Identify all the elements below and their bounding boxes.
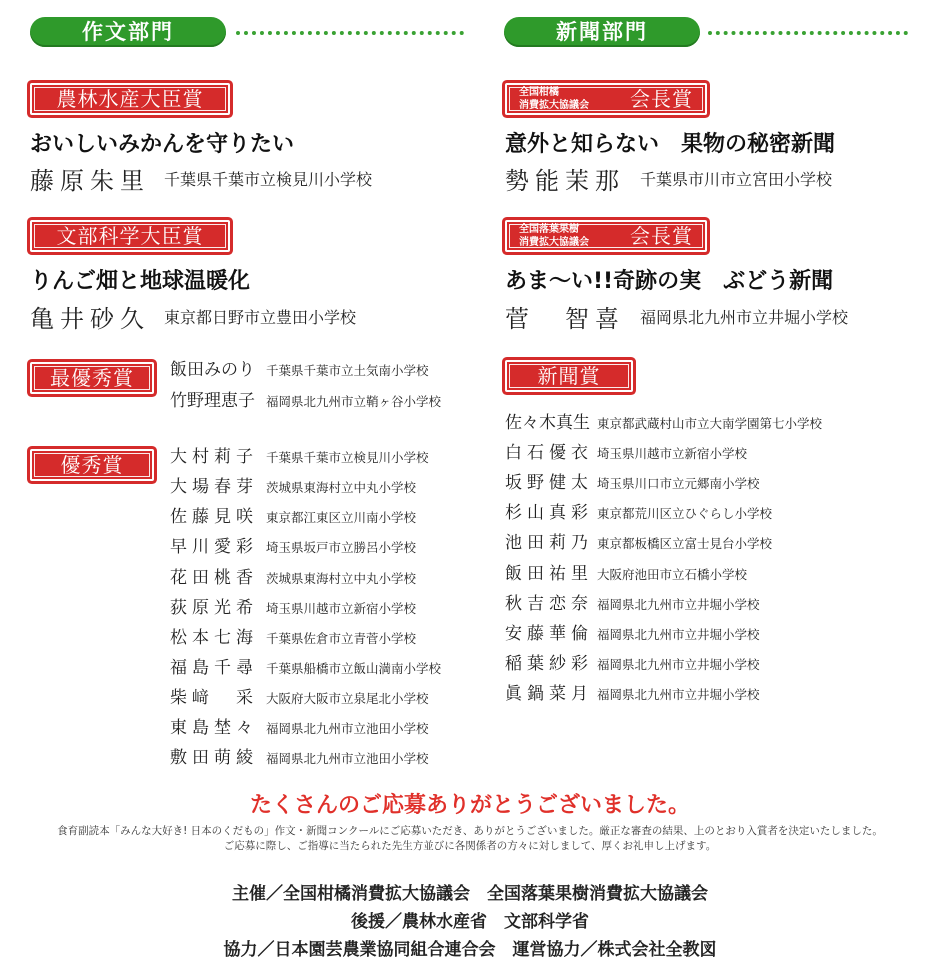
essay-award1-title: おいしいみかんを守りたい [30, 132, 295, 157]
entrant-school: 茨城県東海村立中丸小学校 [266, 571, 417, 586]
list-item [505, 498, 772, 523]
essay-award1-name: 藤原朱里 [30, 167, 150, 195]
entrant-name: 白石優衣 [505, 443, 593, 463]
entrant-school: 東京都荒川区立ひぐらし小学校 [597, 506, 773, 521]
entrant-name: 大村莉子 [170, 447, 258, 467]
list-item [505, 528, 772, 553]
entrant-school: 埼玉県川越市立新宿小学校 [597, 446, 748, 461]
award-label-newspaper-prize: 新聞賞 [505, 360, 633, 392]
entrant-name: 稲葉紗彩 [505, 654, 593, 674]
entrant-name: 佐々木真生 [505, 413, 590, 433]
newspaper-header-dots [708, 31, 908, 35]
entrant-school: 大阪府池田市立石橋小学校 [597, 567, 748, 582]
entrant-name: 秋吉恋奈 [505, 594, 593, 614]
award-name: 会長賞 [630, 224, 693, 248]
essay-award1-school: 千葉県千葉市立検見川小学校 [164, 170, 373, 189]
newspaper-award2-title: あま〜い!!奇跡の実 ぶどう新聞 [505, 269, 834, 294]
entrant-school: 福岡県北九州市立鞘ヶ谷小学校 [266, 394, 442, 409]
entrant-school: 福岡県北九州市立池田小学校 [266, 721, 429, 736]
entrant-name: 杉山真彩 [505, 503, 593, 523]
list-item [170, 532, 416, 557]
list-item [505, 619, 760, 644]
entrant-name: 池田莉乃 [505, 533, 593, 553]
list-item [505, 468, 760, 493]
newspaper-award1-title: 意外と知らない 果物の秘密新聞 [505, 132, 836, 157]
award-label-education-minister: 文部科学大臣賞 [30, 220, 230, 252]
list-item [170, 472, 416, 497]
award-label-agriculture-minister: 農林水産大臣賞 [30, 83, 230, 115]
award-label-top-excellence: 最優秀賞 [30, 362, 154, 394]
organizer-credit: 主催／全国柑橘消費拡大協議会 全国落葉果樹消費拡大協議会 [232, 884, 708, 904]
association-name: 全国柑橘 消費拡大協議会 [519, 87, 589, 111]
entrant-school: 埼玉県坂戸市立勝呂小学校 [266, 540, 417, 555]
essay-header-dots [236, 31, 464, 35]
entrant-school: 埼玉県川越市立新宿小学校 [266, 601, 417, 616]
essay-award2-name: 亀井砂久 [30, 305, 150, 333]
list-item [505, 438, 747, 463]
award-name: 会長賞 [630, 87, 693, 111]
essay-section-header: 作文部門 [30, 17, 226, 47]
award-label-deciduous-fruit-council-chair [505, 220, 707, 252]
entrant-name: 飯田祐里 [505, 564, 593, 584]
entrant-school: 千葉県船橋市立飯山満南小学校 [266, 661, 442, 676]
entrant-school: 福岡県北九州市立井堀小学校 [597, 687, 760, 702]
entrant-name: 大場春芽 [170, 477, 258, 497]
list-item [170, 653, 441, 678]
essay-award2-title: りんご畑と地球温暖化 [30, 269, 251, 294]
entrant-name: 早川愛彩 [170, 537, 258, 557]
thanks-message: たくさんのご応募ありがとうございました。 [249, 793, 690, 818]
list-item [170, 502, 416, 527]
footer-note-2: ご応募に際し、ご指導に当たられた先生方並びに各関係者の方々に対しまして、厚くお礼申し上げます。 [223, 840, 717, 852]
award-label-citrus-council-chair [505, 83, 707, 115]
entrant-name: 眞鍋菜月 [505, 684, 593, 704]
association-name: 全国落葉果樹 消費拡大協議会 [519, 224, 589, 248]
entrant-name: 敷田萌綾 [170, 748, 258, 768]
list-item [170, 593, 416, 618]
entrant-school: 東京都板橋区立富士見台小学校 [597, 536, 773, 551]
list-item [170, 355, 429, 380]
footer-note-1: 食育副読本「みんな大好き! 日本のくだもの」作文・新聞コンクールにご応募いただき、ありがとうございました。厳正な審査の結果、上のとおり入賞者を決定いたしました。 [57, 825, 883, 837]
entrant-name: 安藤華倫 [505, 624, 593, 644]
list-item [170, 386, 441, 411]
entrant-school: 千葉県佐倉市立青菅小学校 [266, 631, 417, 646]
entrant-school: 東京都武蔵村山市立大南学園第七小学校 [597, 416, 823, 431]
list-item [170, 442, 429, 467]
list-item [505, 679, 760, 704]
entrant-school: 福岡県北九州市立井堀小学校 [597, 657, 760, 672]
entrant-name: 福島千尋 [170, 658, 258, 678]
entrant-name: 坂野健太 [505, 473, 593, 493]
list-item [505, 589, 760, 614]
entrant-school: 福岡県北九州市立井堀小学校 [597, 627, 760, 642]
entrant-name: 花田桃香 [170, 568, 258, 588]
list-item [505, 559, 747, 584]
list-item [170, 563, 416, 588]
entrant-school: 茨城県東海村立中丸小学校 [266, 480, 417, 495]
list-item [170, 623, 416, 648]
entrant-name: 荻原光希 [170, 598, 258, 618]
entrant-name: 佐藤見咲 [170, 507, 258, 527]
entrant-school: 大阪府大阪市立泉尾北小学校 [266, 691, 429, 706]
entrant-school: 千葉県千葉市立土気南小学校 [266, 363, 429, 378]
list-item [505, 408, 822, 433]
sponsor-credit: 後援／農林水産省 文部科学省 [351, 912, 589, 932]
entrant-school: 福岡県北九州市立池田小学校 [266, 751, 429, 766]
newspaper-award1-school: 千葉県市川市立宮田小学校 [640, 170, 833, 189]
newspaper-award1-name: 勢能茉那 [505, 167, 625, 195]
entrant-name: 柴﨑 采 [170, 688, 258, 708]
entrant-school: 東京都江東区立川南小学校 [266, 510, 417, 525]
entrant-name: 飯田みのり [170, 360, 255, 380]
list-item [170, 683, 429, 708]
essay-award2-school: 東京都日野市立豊田小学校 [164, 308, 357, 327]
newspaper-award2-name: 菅 智喜 [505, 305, 625, 333]
entrant-name: 竹野理恵子 [170, 391, 255, 411]
entrant-name: 東島埜々 [170, 718, 258, 738]
entrant-school: 埼玉県川口市立元郷南小学校 [597, 476, 760, 491]
list-item [170, 713, 429, 738]
cooperation-credit: 協力／日本園芸農業協同組合連合会 運営協力／株式会社全教図 [223, 940, 717, 960]
award-label-merit: 優秀賞 [30, 449, 154, 481]
entrant-school: 千葉県千葉市立検見川小学校 [266, 450, 429, 465]
newspaper-award2-school: 福岡県北九州市立井堀小学校 [640, 308, 849, 327]
entrant-school: 福岡県北九州市立井堀小学校 [597, 597, 760, 612]
newspaper-section-header: 新聞部門 [504, 17, 700, 47]
list-item [170, 743, 429, 768]
entrant-name: 松本七海 [170, 628, 258, 648]
list-item [505, 649, 760, 674]
